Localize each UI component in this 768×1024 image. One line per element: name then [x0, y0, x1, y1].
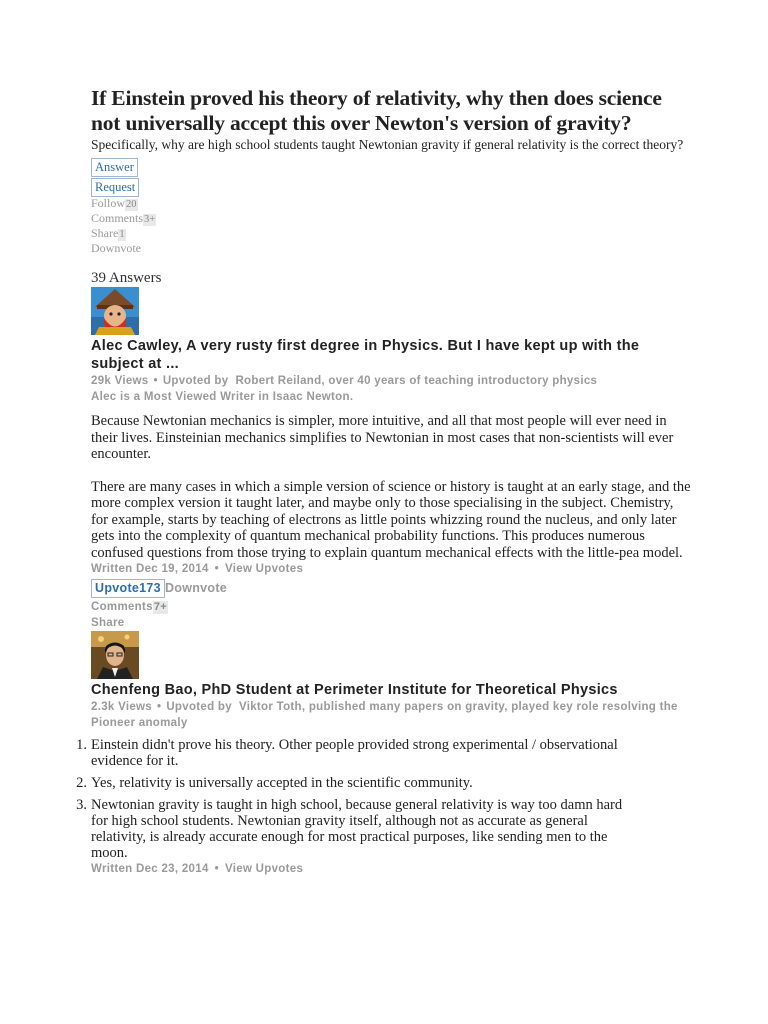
downvote-button[interactable]: Downvote	[164, 581, 228, 595]
comments-link[interactable]	[91, 599, 691, 615]
list-item-text: Einstein didn't prove his theory. Other people provided strong experimental / observational evidence for it.	[91, 737, 618, 769]
written-date: Written Dec 23, 2014	[91, 863, 209, 875]
downvote-link[interactable]: Downvote	[91, 241, 141, 255]
list-item	[76, 797, 631, 861]
question-page	[76, 86, 691, 877]
request-button[interactable]: Request	[91, 178, 139, 197]
written-date: Written Dec 19, 2014	[91, 563, 209, 575]
answer-author[interactable]: Alec Cawley, A very rusty first degree in Physics. But I have kept up with the subject at ...	[91, 338, 640, 372]
answer-list	[76, 737, 691, 861]
comments-link[interactable]	[91, 211, 691, 226]
follow-label: Follow	[91, 196, 126, 210]
list-item-text: Yes, relativity is universally accepted in the scientific community.	[91, 775, 473, 791]
comments-label: Comments	[91, 211, 144, 225]
answer-item	[91, 287, 691, 631]
meta-separator: •	[153, 375, 158, 387]
answer-meta	[91, 373, 691, 389]
upvote-label: Upvote	[95, 580, 140, 595]
follow-count: 20	[126, 199, 137, 210]
follow-link[interactable]	[91, 196, 691, 211]
upvoted-by[interactable]: Robert Reiland, over 40 years of teaching introductory physics	[235, 375, 598, 387]
meta-separator: •	[156, 701, 162, 713]
question-detail: Specifically, why are high school students taught Newtonian gravity if general relativity is the correct theory?	[91, 137, 684, 152]
avatar[interactable]	[91, 287, 139, 335]
answer-footer-meta	[91, 561, 691, 577]
view-upvotes-link[interactable]: View Upvotes	[224, 863, 304, 875]
upvote-button[interactable]	[91, 579, 165, 598]
share-link[interactable]: Share	[91, 617, 125, 629]
writer-credential: Alec is a Most Viewed Writer in Isaac Newton.	[91, 391, 354, 403]
avatar[interactable]	[91, 631, 139, 679]
list-item-text: Newtonian gravity is taught in high school, because general relativity is way too damn hard for high school students. Newtonian gravity itself, although not as accurate as general relativity, is already accurate enough for most practical purposes, like sending men to the moon.	[91, 797, 623, 861]
share-count: 1	[119, 229, 125, 240]
upvoted-by[interactable]: Viktor Toth, published many papers on gravity, played key role resolving the Pioneer anomaly	[91, 701, 678, 729]
list-item	[76, 737, 631, 769]
answer-item	[76, 631, 691, 877]
answer-paragraph: Because Newtonian mechanics is simpler, more intuitive, and all that most people will ever need in their lives. Einsteinian mechanics simplifies to Newtonian in most cases that non-scientists will ever encounter.	[91, 413, 674, 462]
comments-label: Comments	[91, 601, 153, 613]
question-title: If Einstein proved his theory of relativity, why then does science not universally accept this over Newton's version of gravity?	[91, 86, 662, 135]
upvoted-by-label: Upvoted by	[162, 375, 229, 387]
answer-button[interactable]: Answer	[91, 158, 138, 177]
answers-count: 39 Answers	[91, 270, 162, 286]
share-label: Share	[91, 226, 119, 240]
view-count: 29k Views	[91, 375, 149, 387]
upvoted-by-label: Upvoted by	[166, 701, 232, 713]
comments-count: 7+	[153, 601, 167, 613]
meta-separator: •	[214, 863, 219, 875]
upvote-count: 173	[139, 580, 161, 595]
meta-separator: •	[214, 563, 219, 575]
answer-author[interactable]: Chenfeng Bao, PhD Student at Perimeter Institute for Theoretical Physics	[91, 682, 618, 698]
view-count: 2.3k Views	[91, 701, 152, 713]
list-item	[76, 775, 631, 791]
list-number: 3.	[76, 797, 87, 813]
share-link[interactable]	[91, 226, 691, 241]
list-number: 2.	[76, 775, 87, 791]
view-upvotes-link[interactable]: View Upvotes	[224, 563, 304, 575]
list-number: 1.	[76, 737, 87, 753]
answer-paragraph: There are many cases in which a simple version of science or history is taught at an early stage, and the more complex version it taught later, and maybe only to those specialising in the subject. Chemistry, for example, starts by teaching of electrons as little points whizzing round the nucleus, and only later gets into the complexity of quantum mechanical probability functions. This produces numerous confused questions from those trying to explain quantum mechanical effects with the little-pea model.	[91, 478, 691, 561]
comments-count: 3+	[144, 214, 156, 225]
answer-footer-meta	[91, 861, 691, 877]
answer-meta	[91, 699, 691, 731]
